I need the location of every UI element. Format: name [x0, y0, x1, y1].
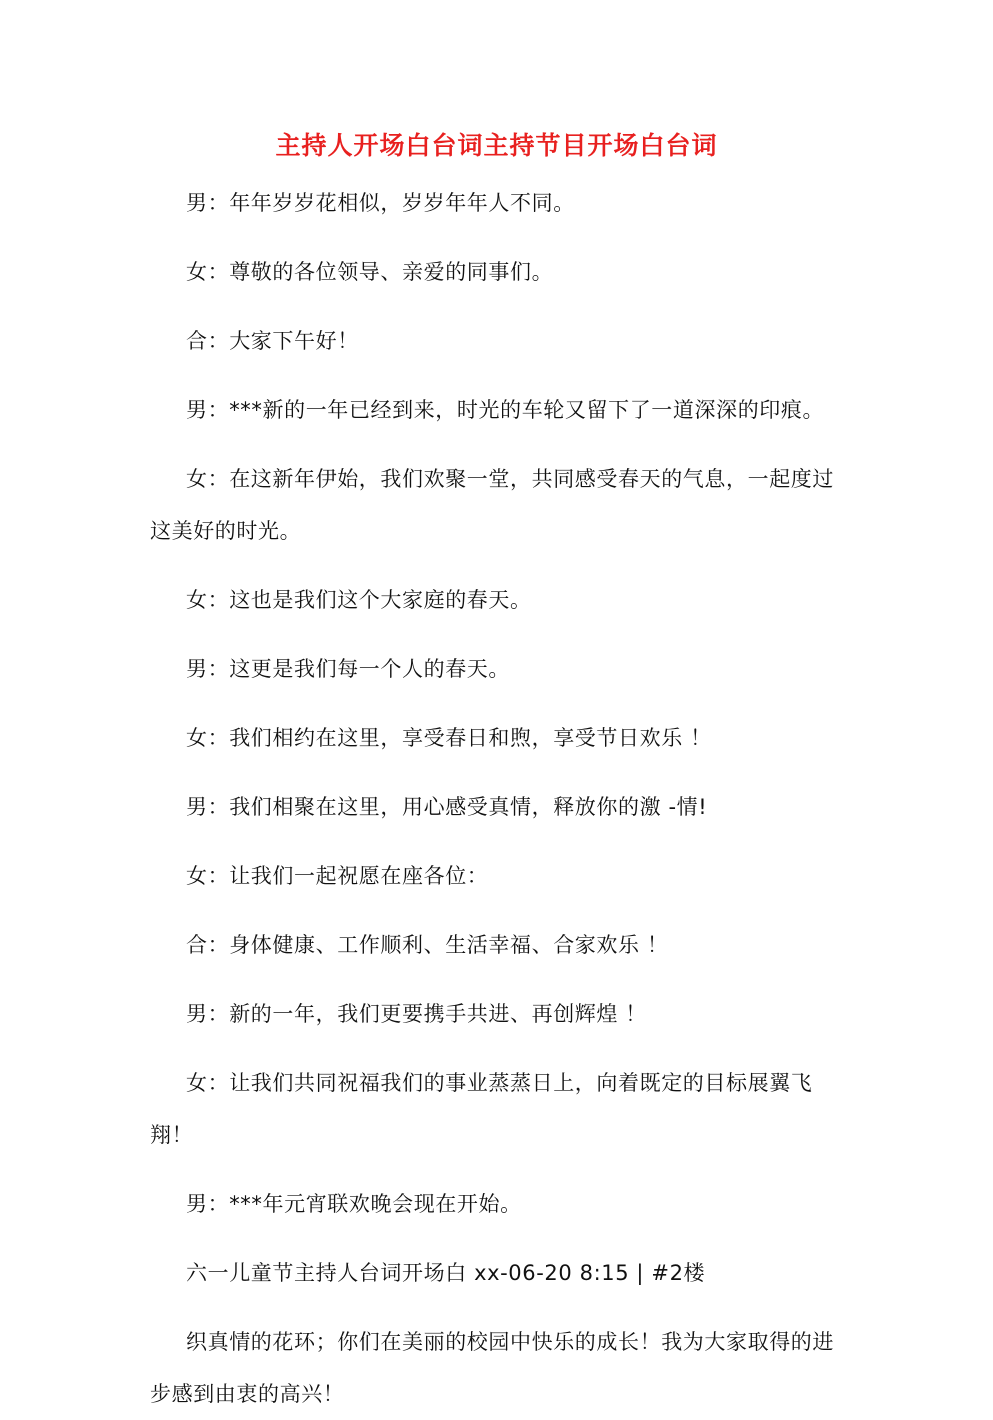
paragraph: 女：我们相约在这里，享受春日和煦，享受节日欢乐 ！ — [186, 726, 712, 750]
paragraph: 女：让我们一起祝愿在座各位： — [186, 864, 489, 888]
paragraph: 女：尊敬的各位领导、亲爱的同事们。 — [186, 260, 554, 284]
paragraph: 织真情的花环；你们在美丽的校园中快乐的成长！我为大家取得的进步感到由衷的高兴！ — [150, 1330, 834, 1406]
document-title: 主持人开场白台词主持节目开场白台词 — [275, 131, 718, 160]
paragraph: 女：在这新年伊始，我们欢聚一堂，共同感受春天的气息，一起度过这美好的时光。 — [150, 467, 834, 543]
paragraph: 男：我们相聚在这里，用心感受真情，释放你的激 -情! — [186, 795, 708, 819]
paragraph: 男：新的一年，我们更要携手共进、再创辉煌 ！ — [186, 1002, 647, 1026]
paragraph: 男：这更是我们每一个人的春天。 — [186, 657, 510, 681]
document-body — [150, 177, 834, 1420]
paragraph: 女：让我们共同祝福我们的事业蒸蒸日上，向着既定的目标展翼飞翔！ — [150, 1071, 813, 1147]
paragraph: 男：年年岁岁花相似，岁岁年年人不同。 — [186, 191, 575, 215]
paragraph: 六一儿童节主持人台词开场白 xx-06-20 8:15 | #2楼 — [186, 1261, 706, 1285]
paragraph: 合：大家下午好！ — [186, 329, 359, 353]
paragraph: 合：身体健康、工作顺利、生活幸福、合家欢乐 ！ — [186, 933, 669, 957]
paragraph: 男：***年元宵联欢晚会现在开始。 — [186, 1192, 522, 1216]
paragraph: 男：***新的一年已经到来，时光的车轮又留下了一道深深的印痕。 — [186, 398, 825, 422]
paragraph: 女：这也是我们这个大家庭的春天。 — [186, 588, 532, 612]
